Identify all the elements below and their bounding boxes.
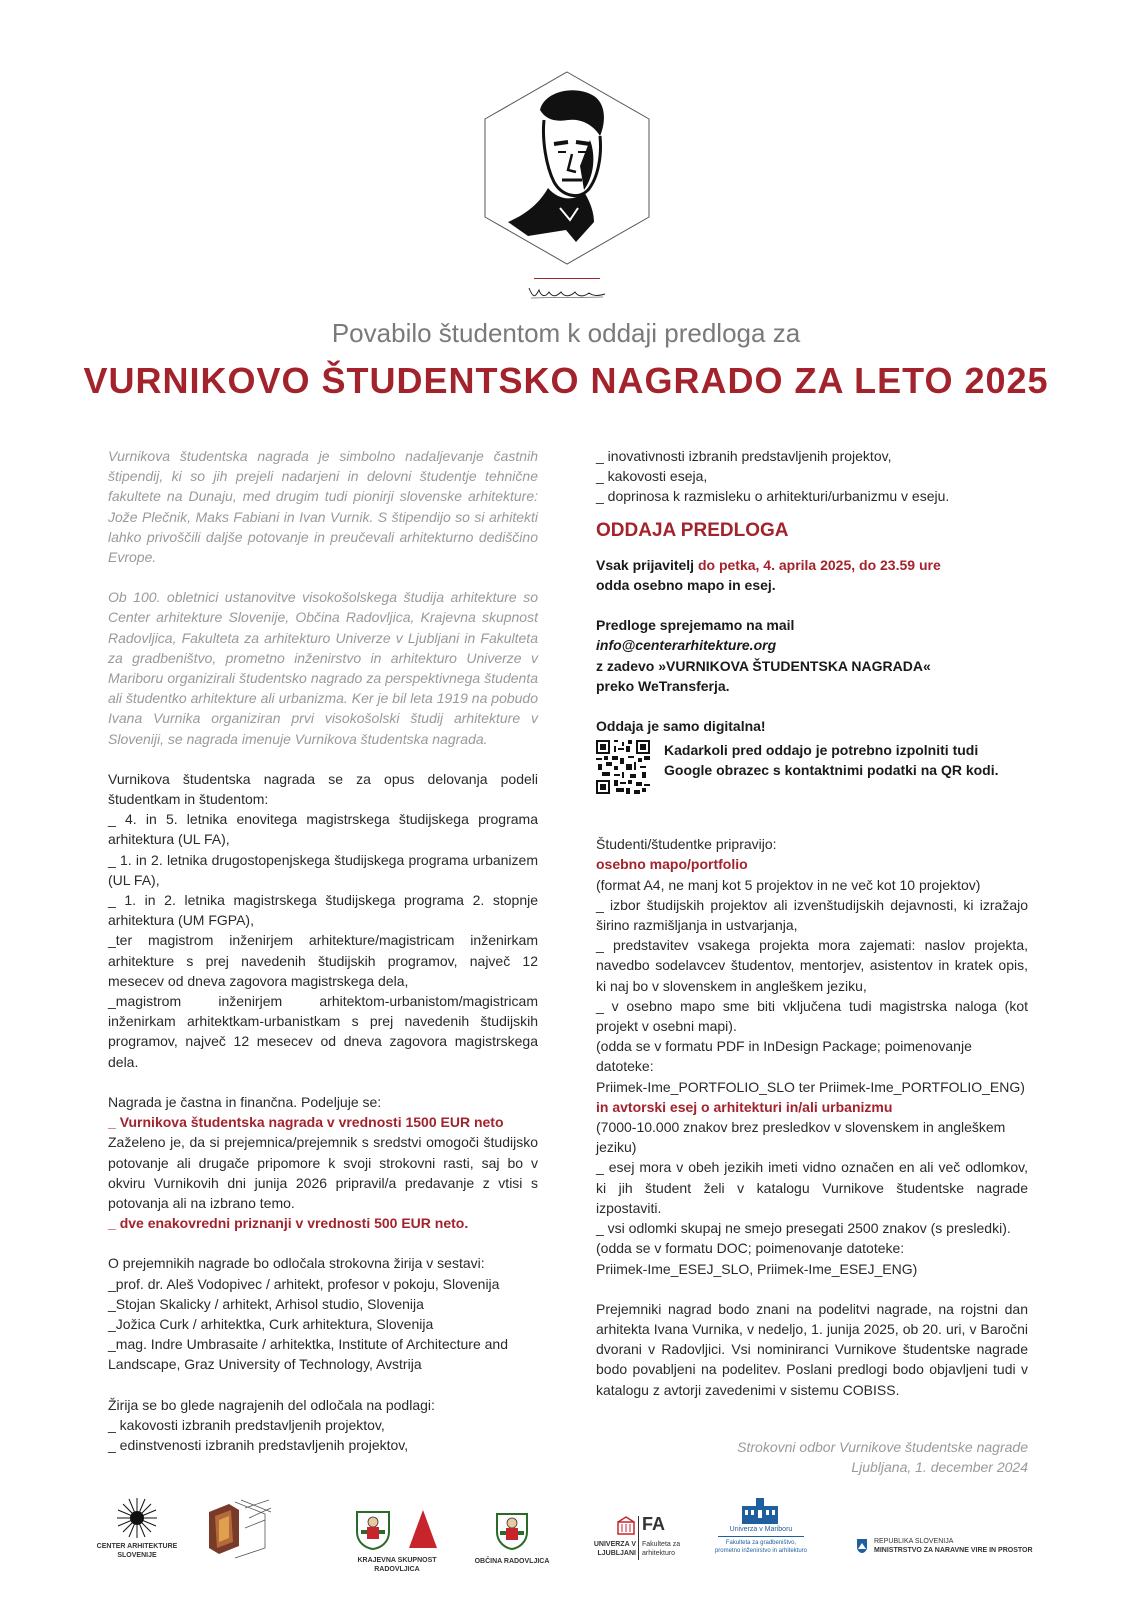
um-name: Univerza v Mariboru: [729, 1526, 793, 1533]
deadline-text: Vsak prijavitelj do petka, 4. aprila 2025, do 23.59 ure: [596, 556, 941, 573]
mail-transfer: preko WeTransferja.: [596, 677, 730, 694]
vurnik-signature: [527, 284, 607, 302]
partner-logos: [0, 1498, 1132, 1578]
right-column: [596, 446, 1028, 1400]
intro-paragraph-2: Ob 100. obletnici ustanovitve visokošolskega študija arhitekture so Center arhitekture Slovenije, Občina Radovljica, Krajevna skupnost Radovljica, Fakulteta za arhitekturo Univerze v Ljubljani in Fakulteta za gradbeništvo, prometno inženirstvo in arhitekturo Univerze v Mariboru organizirali študentsko nagrado za perspektivnega študenta ali študentko arhitekture ali urbanizma. Ker je bil leta 1919 na pobudo Ivana Vurnika organiziran prvi visokošolski študij arhitekture v Sloveniji, se nagrada imenuje Vurnikova študentska nagrada.: [108, 589, 538, 747]
um-faculty: Fakulteta za gradbeništvo, prometno inženirstvo in arhitekturo: [714, 1540, 808, 1554]
portfolio-line: (format A4, ne manj kot 5 projektov in ne več kot 10 projektov): [596, 876, 981, 893]
eligibility-intro: Vurnikova študentska nagrada se za opus delovanja podeli študentkam in študentom:: [108, 770, 538, 808]
cas-sun-logo-icon: [117, 1498, 157, 1538]
award-secondary: _ dve enakovredni priznanji v vrednosti 500 EUR neto.: [108, 1215, 469, 1232]
mail-subject: z zadevo »VURNIKOVA ŠTUDENTSKA NAGRADA«: [596, 657, 931, 674]
award-intro: Nagrada je častna in finančna. Podeljuje se:: [108, 1093, 382, 1110]
eligibility-item: _magistrom inženirjem arhitektom-urbanistom/magistricam inženirkam arhitektkam-urbanistkam s prej navedenih študijskih programov, največ 12 mesecev od dneva zagovora magistrskega dela.: [108, 993, 538, 1070]
award-main: _ Vurnikova študentska nagrada v vrednosti 1500 EUR neto: [108, 1114, 504, 1131]
fa-name: Fakulteta za arhitekturo: [642, 1541, 681, 1557]
signoff-committee: Strokovni odbor Vurnikove študentske nagrade: [737, 1439, 1028, 1455]
rs-line-1: REPUBLIKA SLOVENIJA: [874, 1538, 954, 1545]
slovenia-coat-of-arms-icon: [856, 1538, 868, 1554]
qr-code-icon[interactable]: [596, 740, 650, 794]
eligibility-item: _ 4. in 5. letnika enovitega magistrskega študijskega programa arhitektura (UL FA),: [108, 811, 538, 848]
um-building-icon: [742, 1498, 778, 1524]
intro-paragraph-1: Vurnikova študentska nagrada je simbolno nadaljevanje častnih štipendij, ki so jih prejeli nadarjeni in delovni študentje tehnične fakultete na Dunaju, med drugim tudi pionirji slovenske arhitekture: Jože Plečnik, Maks Fabiani in Ivan Vurnik. S štipendijo so si arhitekti lahko privoščili daljše potovanje in preučevali arhitekturno dediščino Evrope.: [108, 448, 538, 566]
signoff-date: Ljubljana, 1. december 2024: [851, 1459, 1028, 1475]
criteria-item: _ kakovosti eseja,: [596, 468, 708, 485]
portfolio-line: _ izbor študijskih projektov ali izvenštudijskih dejavnosti, ki izražajo širino razmišljanja in ustvarjanja,: [596, 896, 1028, 934]
architecture-cube-logo-icon: [205, 1498, 273, 1560]
email-address[interactable]: info@centerarhitekture.org: [596, 637, 777, 654]
vurnik-portrait-logo: [482, 70, 652, 266]
announcement-paragraph: Prejemniki nagrad bodo znani na podelitvi nagrade, na rojstni dan arhitekta Ivana Vurnika, v nedeljo, 1. junija 2025, ob 20. uri, v Baročni dvorani v Radovljici. Vsi nominiranci Vurnikove študentske nagrade bodo povabljeni na podelitev. Poslani predlogi bodo objavljeni tudi v katalogu z avtorji zavedenimi v sistemu COBISS.: [596, 1300, 1028, 1398]
portfolio-title: osebno mapo/portfolio: [596, 856, 748, 873]
award-description: Zaželeno je, da si prejemnica/prejemnik s sredstvi omogoči študijsko potovanje ali drugače pripomore k svoji strokovni rasti, saj bo v okviru Vurnikovih dni junija 2026 pripravil/a predavanje z vtisi s potovanja ali na izbrano temo.: [108, 1134, 538, 1211]
or-logo-text: OBČINA RADOVLJICA: [474, 1558, 550, 1565]
submission-heading: ODDAJA PREDLOGA: [596, 519, 789, 541]
portfolio-line: _ predstavitev vsakega projekta mora zajemati: naslov projekta, navedbo sodelavcev študentov, mentorjev, asistentov in kratek opis, ki naj bo v slovenskem in angleškem jeziku,: [596, 937, 1028, 994]
digital-only-note: Oddaja je samo digitalna!: [596, 718, 766, 735]
ksr-logo-text: KRAJEVNA SKUPNOST RADOVLJICA: [357, 1557, 437, 1573]
essay-line: (odda se v formatu DOC; poimenovanje datoteke:: [596, 1240, 905, 1257]
essay-line: _ esej mora v obeh jezikih imeti vidno označen en ali več odlomkov, ki jih študent želi v katalogu Vurnikove študentske nagrade izpostaviti.: [596, 1159, 1028, 1216]
criteria-item: _ edinstvenosti izbranih predstavljenih projektov,: [108, 1436, 409, 1453]
jury-member: _Jožica Curk / arhitektka, Curk arhitektura, Slovenija: [108, 1315, 434, 1332]
obcina-radovljica-crest-icon: [495, 1512, 529, 1550]
cas-logo-text: CENTER ARHITEKTURE SLOVENIJE: [96, 1543, 178, 1559]
portfolio-line: Priimek-Ime_PORTFOLIO_SLO ter Priimek-Ime_PORTFOLIO_ENG): [596, 1078, 1025, 1095]
eligibility-item: _ter magistrom inženirjem arhitekture/magistricam inženirkam arhitekture s prej navedenih študijskih programov, največ 12 mesecev od dneva zagovora magistrskega dela,: [108, 932, 538, 989]
deadline-text-cont: odda osebno mapo in esej.: [596, 577, 776, 594]
invitation-subtitle: Povabilo študentom k oddaji predloga za: [331, 318, 801, 348]
essay-line: _ vsi odlomki skupaj ne smejo presegati 2500 znakov (s presledki).: [596, 1220, 1011, 1237]
prepare-intro: Študenti/študentke pripravijo:: [596, 836, 777, 853]
portfolio-line: _ v osebno mapo sme biti vključena tudi magistrska naloga (kot projekt v osebni mapi).: [596, 997, 1028, 1035]
criteria-intro: Žirija se bo glede nagrajenih del odločala na podlagi:: [108, 1396, 435, 1413]
criteria-item: _ doprinosa k razmisleku o arhitekturi/urbanizmu v eseju.: [596, 488, 950, 505]
essay-title: in avtorski esej o arhitekturi in/ali urbanizmu: [596, 1098, 893, 1115]
ul-emblem-icon: [616, 1516, 636, 1536]
signoff: [640, 1437, 1028, 1477]
ul-fa-logo: [592, 1516, 692, 1562]
mail-line: Predloge sprejemamo na mail: [596, 617, 795, 634]
essay-line: (7000-10.000 znakov brez presledkov v slovenskem in angleškem jeziku): [596, 1119, 1006, 1156]
jury-member: _prof. dr. Aleš Vodopivec / arhitekt, profesor v pokoju, Slovenija: [108, 1275, 500, 1292]
fa-short: FA: [642, 1514, 666, 1534]
um-fgpa-logo: [714, 1498, 822, 1558]
republic-slovenia-logo: [856, 1538, 1036, 1560]
qr-instructions: Kadarkoli pred oddajo je potrebno izpolniti tudi Google obrazec s kontaktnimi podatki na QR kodi.: [664, 742, 999, 779]
eligibility-item: _ 1. in 2. letnika drugostopenjskega študijskega programa urbanizem (UL FA),: [108, 851, 538, 888]
jury-member: _Stojan Skalicky / arhitekt, Arhisol studio, Slovenija: [108, 1295, 424, 1312]
triangle-logo-icon: [407, 1508, 439, 1550]
left-column: [108, 446, 538, 1455]
eligibility-item: _ 1. in 2. letnika magistrskega študijskega programa 2. stopnje arhitektura (UM FGPA),: [108, 892, 538, 929]
criteria-item: _ kakovosti izbranih predstavljenih projektov,: [108, 1416, 385, 1433]
ul-name: UNIVERZA V LJUBLJANI: [593, 1541, 636, 1557]
radovljica-crest-icon: [355, 1510, 391, 1550]
rs-line-2: MINISTRSTVO ZA NARAVNE VIRE IN PROSTOR: [874, 1547, 1033, 1554]
portfolio-line: (odda se v formatu PDF in InDesign Package; poimenovanje datoteke:: [596, 1038, 972, 1075]
award-title: VURNIKOVO ŠTUDENTSKO NAGRADO ZA LETO 2025: [83, 360, 1049, 401]
jury-intro: O prejemnikih nagrade bo odločala strokovna žirija v sestavi:: [108, 1255, 485, 1272]
qr-block: [596, 740, 1028, 794]
jury-member: _mag. Indre Umbrasaite / arhitektka, Institute of Architecture and Landscape, Graz University of Technology, Avstrija: [108, 1336, 508, 1373]
essay-line: Priimek-Ime_ESEJ_SLO, Priimek-Ime_ESEJ_ENG): [596, 1260, 918, 1277]
header-divider: [534, 278, 600, 279]
criteria-item: _ inovativnosti izbranih predstavljenih projektov,: [596, 448, 892, 464]
